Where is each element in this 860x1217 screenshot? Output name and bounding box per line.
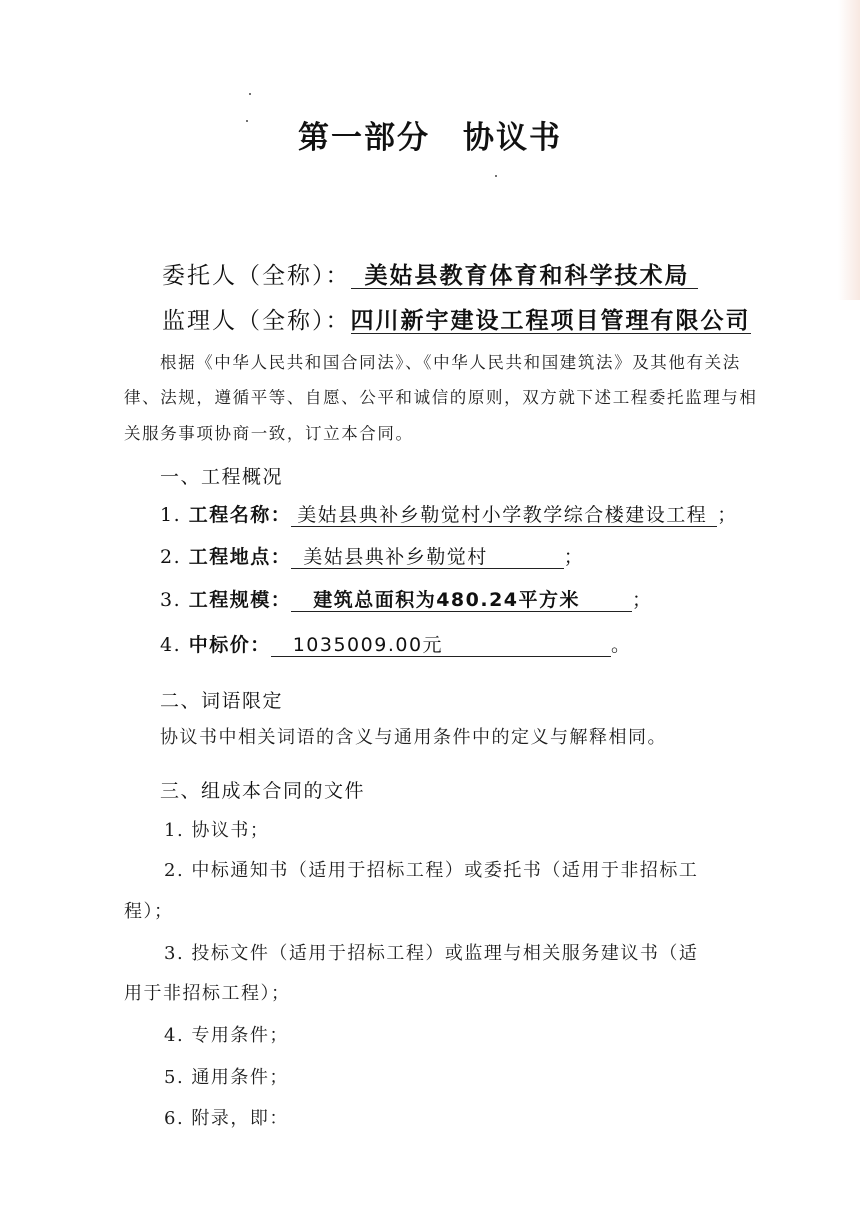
section-2-heading: 二、词语限定 [160, 690, 284, 712]
document-item-4: 4. 专用条件； [164, 1025, 289, 1046]
client-line [162, 257, 698, 290]
scan-speck [495, 175, 497, 177]
supervisor-line [162, 302, 751, 335]
item-number: 4. [160, 634, 182, 656]
project-name-label: 工程名称： [188, 504, 292, 526]
item-end-punct: 。 [611, 634, 632, 656]
item-end-punct: ； [632, 589, 653, 611]
section-3-heading: 三、组成本合同的文件 [160, 780, 366, 802]
document-item-5: 5. 通用条件； [164, 1067, 289, 1088]
project-scale-value: 建筑总面积为480.24平方米 [291, 591, 632, 612]
item-number: 1. [160, 504, 182, 526]
project-scale-line [160, 585, 653, 612]
item-end-punct: ； [717, 504, 738, 526]
section-2-text: 协议书中相关词语的含义与通用条件中的定义与解释相同。 [160, 727, 667, 748]
page-title: 第一部分 协议书 [298, 120, 562, 156]
intro-line-3: 关服务事项协商一致，订立本合同。 [124, 424, 414, 443]
client-value: 美姑县教育体育和科学技术局 [351, 264, 698, 289]
project-location-value: 美姑县典补乡勒觉村 [291, 548, 564, 569]
document-item-6: 6. 附录，即： [164, 1108, 289, 1129]
section-1-heading: 一、工程概况 [160, 466, 284, 488]
supervisor-label: 监理人（全称）： [162, 308, 351, 334]
project-location-line [160, 542, 584, 569]
document-item-1: 1. 协议书； [164, 820, 270, 841]
item-end-punct: ； [563, 546, 585, 568]
intro-line-1: 根据《中华人民共和国合同法》、《中华人民共和国建筑法》及其他有关法 [160, 353, 741, 372]
bid-price-value: 1035009.00元 [271, 636, 611, 657]
document-item-3-cont: 用于非招标工程）； [124, 983, 291, 1004]
bid-price-line [160, 630, 632, 657]
project-name-value: 美姑县典补乡勒觉村小学教学综合楼建设工程 [291, 506, 717, 527]
project-name-line [160, 500, 738, 527]
project-scale-label: 工程规模： [188, 589, 292, 611]
item-number: 2. [160, 546, 182, 568]
supervisor-value: 四川新宇建设工程项目管理有限公司 [350, 308, 751, 334]
intro-line-2: 律、法规，遵循平等、自愿、公平和诚信的原则，双方就下述工程委托监理与相 [124, 388, 758, 407]
document-item-2: 2. 中标通知书（适用于招标工程）或委托书（适用于非招标工 [164, 860, 699, 881]
scan-speck [249, 93, 251, 95]
bid-price-label: 中标价： [188, 634, 271, 656]
document-item-2-cont: 程）； [124, 901, 174, 922]
project-location-label: 工程地点： [188, 546, 292, 568]
client-label: 委托人（全称）： [162, 263, 351, 289]
item-number: 3. [160, 589, 182, 611]
document-item-3: 3. 投标文件（适用于招标工程）或监理与相关服务建议书（适 [164, 943, 699, 964]
